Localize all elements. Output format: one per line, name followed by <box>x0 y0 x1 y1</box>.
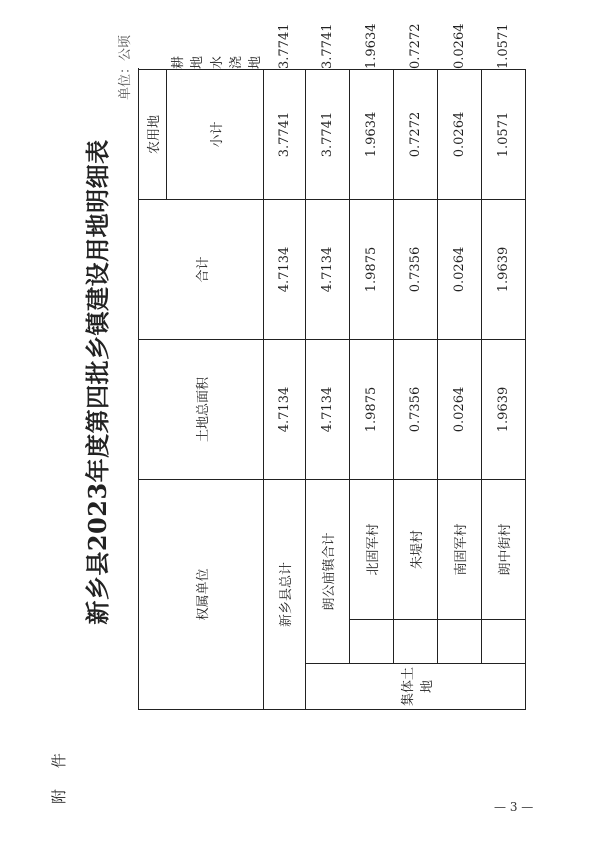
row-name: 新乡县总计 <box>264 480 306 710</box>
row-total-area: 1.9639 <box>482 340 526 480</box>
header-row-3: 水浇地 <box>210 55 263 69</box>
row-total: 4.7134 <box>264 200 306 340</box>
row-total-area: 1.9875 <box>350 340 394 480</box>
row-total: 0.7356 <box>394 200 438 340</box>
indent-cell <box>350 620 394 664</box>
row-subtotal: 0.7272 <box>394 70 438 200</box>
row-subtotal: 0.0264 <box>438 70 482 200</box>
header-ownership: 权属单位 <box>139 480 264 710</box>
attachment-label: 附 件 <box>50 745 68 804</box>
row-total: 4.7134 <box>306 200 350 340</box>
table-row: 集体土地 朗公庙镇合计 4.7134 4.7134 3.7741 3.7741 <box>306 70 350 710</box>
table-row: 朱堤村 0.7356 0.7356 0.7272 0.7272 <box>394 70 438 710</box>
unit-note: 单位：公顷 <box>118 34 133 100</box>
row-subtotal: 3.7741 <box>264 70 306 200</box>
row-subtotal: 1.9634 <box>350 70 394 200</box>
header-row-2: 小计 耕地 <box>167 70 206 710</box>
indent-cell <box>394 620 438 664</box>
table-row: 北固军村 1.9875 1.9875 1.9634 1.9634 <box>350 70 394 710</box>
row-name: 北固军村 <box>350 480 394 620</box>
row-total: 0.0264 <box>438 200 482 340</box>
row-total: 1.9639 <box>482 200 526 340</box>
header-total-area: 土地总面积 <box>139 340 264 480</box>
land-use-table <box>138 23 526 710</box>
header-total: 合计 <box>139 200 264 340</box>
row-total: 1.9875 <box>350 200 394 340</box>
header-row-1 <box>139 70 167 710</box>
row-total-area: 4.7134 <box>306 340 350 480</box>
row-name: 南固军村 <box>438 480 482 620</box>
table-title: 新乡县2023年度第四批乡镇建设用地明细表 <box>83 139 112 625</box>
row-name: 朗公庙镇合计 <box>306 480 350 664</box>
row-total-area: 0.0264 <box>438 340 482 480</box>
header-subtotal: 小计 <box>167 70 264 200</box>
indent-cell <box>482 620 526 664</box>
collective-land-label: 集体土地 <box>306 664 526 710</box>
table-row: 南固军村 0.0264 0.0264 0.0264 0.0264 <box>438 70 482 710</box>
row-subtotal: 1.0571 <box>482 70 526 200</box>
row-total-area: 0.7356 <box>394 340 438 480</box>
row-total-area: 4.7134 <box>264 340 306 480</box>
header-agricultural-land: 农用地 <box>139 70 167 200</box>
page-number: — 3 — <box>494 800 534 814</box>
table-row: 新乡县总计 4.7134 4.7134 3.7741 3.7741 <box>264 70 306 710</box>
indent-cell <box>438 620 482 664</box>
row-name: 朱堤村 <box>394 480 438 620</box>
table-row: 朗中街村 1.9639 1.9639 1.0571 1.0571 <box>482 70 526 710</box>
row-name: 朗中街村 <box>482 480 526 620</box>
row-subtotal: 3.7741 <box>306 70 350 200</box>
